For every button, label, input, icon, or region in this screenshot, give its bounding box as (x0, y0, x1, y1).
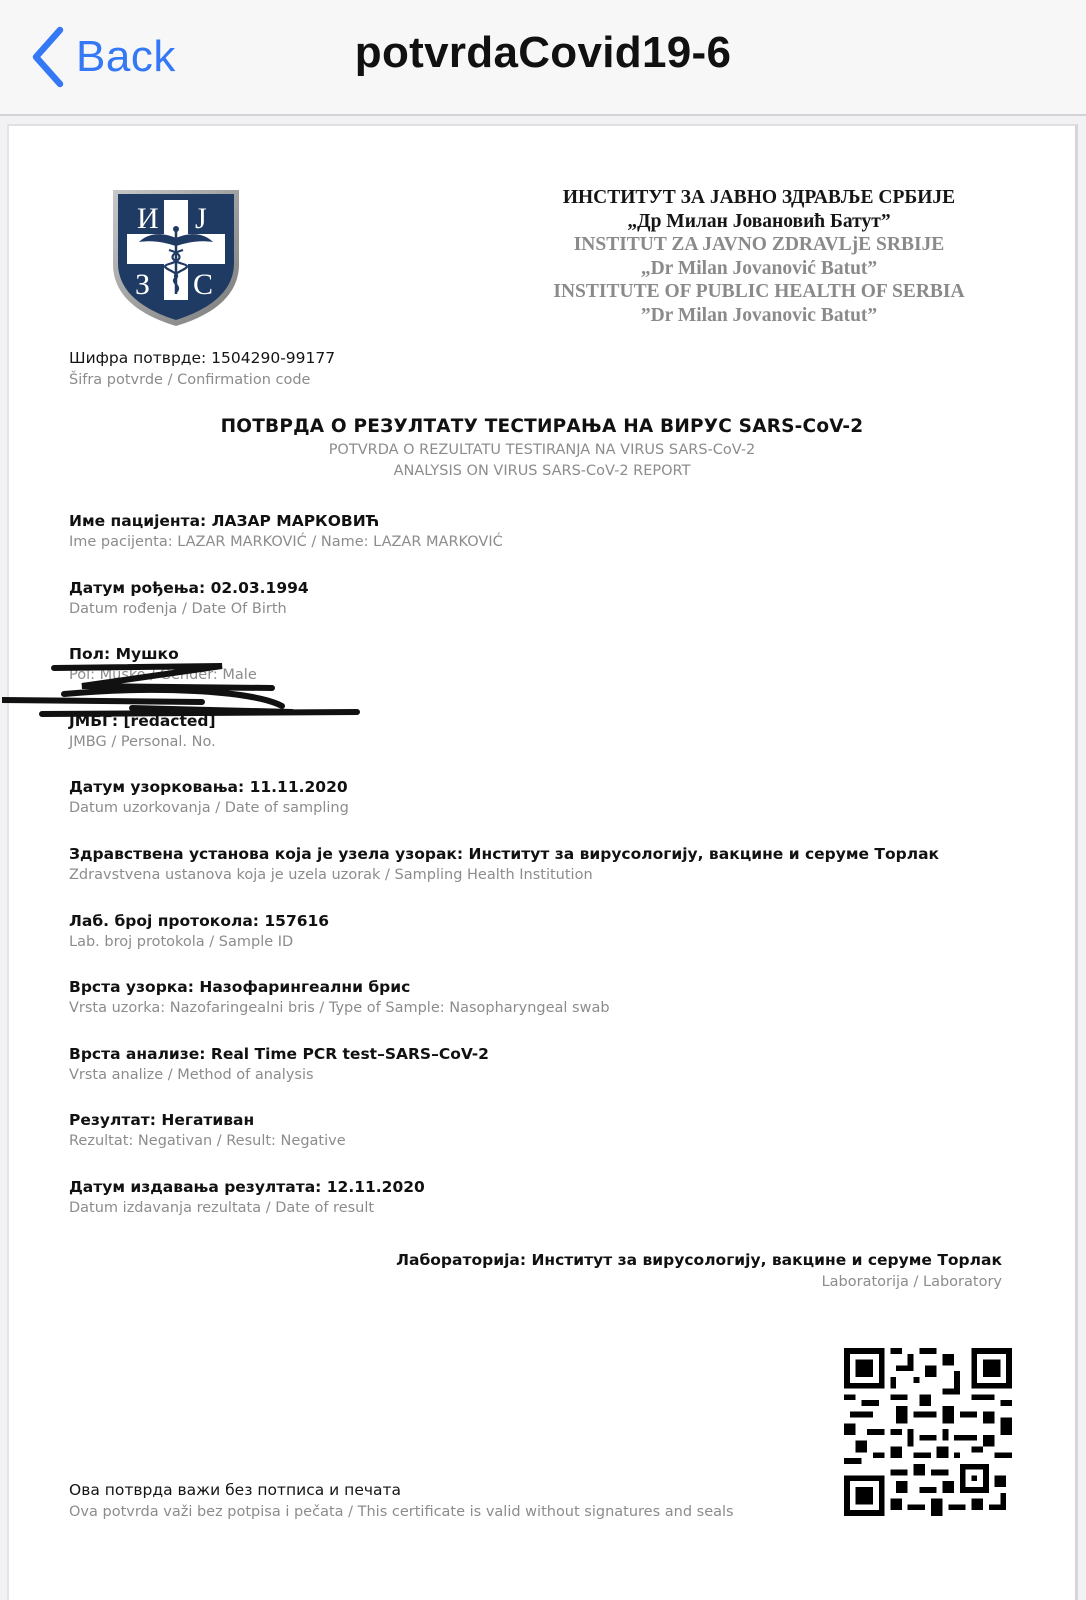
report-title (9, 416, 1075, 479)
field-patient-name: Име пацијента: ЛАЗАР МАРКОВИЋ Ime pacijenta: LAZAR MARKOVIĆ / Name: LAZAR MARKOVIĆ (69, 512, 503, 550)
svg-text:Ј: Ј (195, 202, 207, 235)
institution-subname-latin: „Dr Milan Jovanović Batut” (640, 257, 878, 279)
institution-name-english: INSTITUTE OF PUBLIC HEALTH OF SERBIA (553, 281, 965, 302)
confirmation-code (69, 349, 335, 388)
field-sample-id: Лаб. број протокола: 157616 Lab. broj protokola / Sample ID (69, 911, 330, 950)
svg-text:С: С (193, 268, 214, 301)
laboratory-name: Лабораторија: Институт за вирусологију, вакцине и серуме Торлак (396, 1251, 1002, 1269)
patient-fields (69, 512, 1019, 1245)
institution-header (529, 186, 989, 327)
confirmation-code-caption: Šifra potvrde / Confirmation code (69, 372, 311, 388)
laboratory-info (396, 1251, 1002, 1290)
field-date-of-result: Датум издавања резултата: 12.11.2020 Datum izdavanja rezultata / Date of result (69, 1177, 425, 1216)
report-title-cyrillic: ПОТВРДА О РЕЗУЛТАТУ ТЕСТИРАЊА НА ВИРУС SARS-CoV-2 (220, 416, 864, 437)
field-date-of-birth: Датум рођења: 02.03.1994 Datum rođenja / Date Of Birth (69, 578, 309, 617)
field-gender: Пол: Мушко Pol: Muško / Gender: Male (69, 645, 257, 684)
validity-note (69, 1481, 734, 1520)
field-sample-type: Врста узорка: Назофарингеални брис Vrsta uzorka: Nazofaringealni bris / Type of Sample: Nasopharyngeal swab (69, 978, 610, 1017)
institution-subname-english: ”Dr Milan Jovanovic Batut” (640, 304, 878, 326)
institution-subname-cyrillic: „Др Милан Јовановић Батут” (627, 210, 891, 232)
navigation-bar (0, 0, 1086, 116)
confirmation-code-value: Шифра потврде: 1504290-99177 (69, 349, 336, 367)
back-label: Back (76, 32, 176, 81)
field-date-of-sampling: Датум узорковања: 11.11.2020 Datum uzorkovanja / Date of sampling (69, 778, 349, 817)
report-title-latin: POTVRDA O REZULTATU TESTIRANJA NA VIRUS SARS-CoV-2 (328, 442, 756, 458)
field-result: Резултат: Негативан Rezultat: Negativan / Result: Negative (69, 1111, 346, 1150)
document-title: potvrdaCovid19-6 (354, 28, 732, 77)
report-title-english: ANALYSIS ON VIRUS SARS-CoV-2 REPORT (393, 463, 691, 479)
institute-logo (109, 186, 243, 328)
laboratory-caption: Laboratorija / Laboratory (821, 1274, 1002, 1290)
svg-text:З: З (135, 268, 151, 301)
qr-code-icon (844, 1348, 1012, 1516)
document-page[interactable] (7, 124, 1078, 1600)
svg-text:И: И (137, 202, 159, 235)
field-analysis-method: Врста анализе: Real Time PCR test–SARS–CoV-2 Vrsta analize / Method of analysis (69, 1044, 489, 1083)
field-personal-number: ЈМБГ: [redacted] JMBG / Personal. No. (69, 711, 216, 750)
validity-note-caption: Ova potvrda važi bez potpisa i pečata / This certificate is valid without signatures and seals (69, 1504, 734, 1520)
institution-name-cyrillic: ИНСТИТУТ ЗА ЈАВНО ЗДРАВЉЕ СРБИЈЕ (562, 187, 956, 208)
institution-name-latin: INSTITUT ZA JAVNO ZDRAVLjE SRBIJE (573, 234, 945, 255)
field-sampling-institution: Здравствена установа која је узела узорак: Институт за вирусологију, вакцине и серуме Торлак Zdravstvena ustanova koja je uzela uzorak / Sampling Health Institution (69, 844, 940, 883)
validity-note-cyrillic: Ова потврда важи без потписа и печата (69, 1481, 402, 1499)
